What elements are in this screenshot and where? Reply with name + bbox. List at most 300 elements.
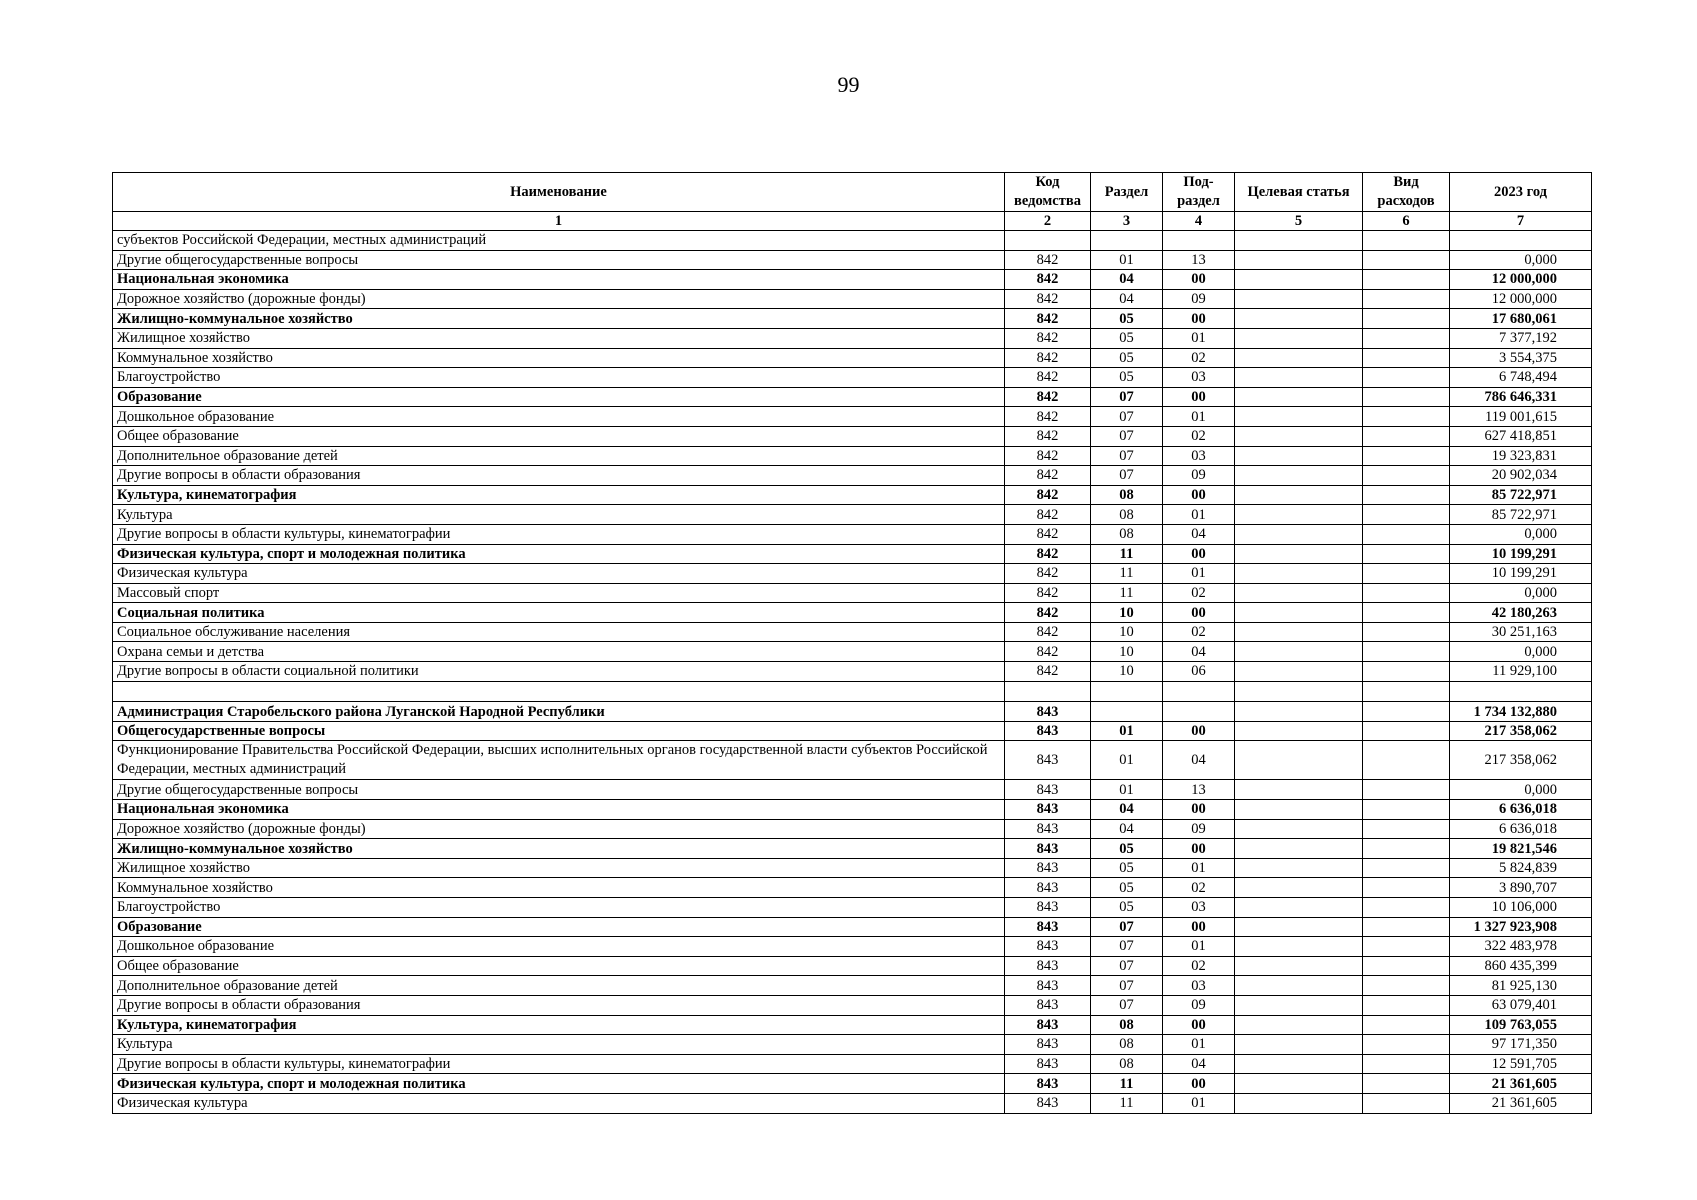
table-row [113,800,1592,820]
row-dept-code: 842 [1005,348,1091,368]
row-target-item [1235,309,1363,329]
row-name: Жилищное хозяйство [113,328,1005,348]
row-target-item [1235,839,1363,859]
row-name: Дошкольное образование [113,407,1005,427]
table-row [113,544,1592,564]
row-subsection: 00 [1163,270,1235,290]
row-section: 07 [1091,976,1163,996]
row-expense-type [1363,1074,1450,1094]
row-expense-type [1363,387,1450,407]
row-dept-code: 842 [1005,564,1091,584]
table-row [113,662,1592,682]
row-amount: 19 821,546 [1450,839,1592,859]
row-section: 05 [1091,898,1163,918]
row-subsection: 09 [1163,289,1235,309]
row-name: Администрация Старобельского района Луганской Народной Республики [113,702,1005,722]
row-section: 07 [1091,426,1163,446]
row-section: 08 [1091,485,1163,505]
row-name: Другие общегосударственные вопросы [113,780,1005,800]
row-name: Культура, кинематография [113,485,1005,505]
row-name: Благоустройство [113,368,1005,388]
row-section: 07 [1091,995,1163,1015]
row-name: Жилищное хозяйство [113,858,1005,878]
row-expense-type [1363,702,1450,722]
row-subsection: 00 [1163,387,1235,407]
row-name: Коммунальное хозяйство [113,878,1005,898]
table-row [113,407,1592,427]
row-subsection: 04 [1163,1054,1235,1074]
row-dept-code: 843 [1005,839,1091,859]
row-amount: 0,000 [1450,250,1592,270]
row-target-item [1235,721,1363,741]
row-target-item [1235,741,1363,780]
row-amount [1450,231,1592,251]
table-row [113,309,1592,329]
row-expense-type [1363,583,1450,603]
row-expense-type [1363,1093,1450,1113]
row-section: 05 [1091,368,1163,388]
row-dept-code: 842 [1005,662,1091,682]
row-section: 05 [1091,309,1163,329]
row-dept-code: 843 [1005,721,1091,741]
row-amount [1450,681,1592,702]
row-name: Образование [113,387,1005,407]
row-expense-type [1363,721,1450,741]
row-amount: 6 636,018 [1450,819,1592,839]
row-amount: 85 722,971 [1450,485,1592,505]
row-target-item [1235,1035,1363,1055]
row-subsection: 02 [1163,622,1235,642]
row-amount: 0,000 [1450,780,1592,800]
table-row [113,231,1592,251]
table-row [113,485,1592,505]
row-target-item [1235,642,1363,662]
table-row [113,387,1592,407]
table-row [113,289,1592,309]
header-row [113,173,1592,212]
row-dept-code: 842 [1005,544,1091,564]
row-section: 01 [1091,780,1163,800]
row-amount: 12 000,000 [1450,289,1592,309]
header-expense-type: Вид расходов [1363,173,1450,212]
row-dept-code: 842 [1005,426,1091,446]
table-row [113,780,1592,800]
row-subsection: 04 [1163,524,1235,544]
row-section: 11 [1091,583,1163,603]
table-row [113,898,1592,918]
row-target-item [1235,819,1363,839]
table-row [113,622,1592,642]
column-number-row [113,212,1592,231]
row-expense-type [1363,976,1450,996]
row-subsection: 02 [1163,583,1235,603]
row-expense-type [1363,1054,1450,1074]
column-number: 2 [1005,212,1091,231]
row-amount: 109 763,055 [1450,1015,1592,1035]
row-subsection: 02 [1163,956,1235,976]
row-amount: 5 824,839 [1450,858,1592,878]
row-expense-type [1363,956,1450,976]
row-name: Национальная экономика [113,270,1005,290]
column-number: 4 [1163,212,1235,231]
row-amount: 17 680,061 [1450,309,1592,329]
row-amount: 97 171,350 [1450,1035,1592,1055]
table-body [113,231,1592,1114]
row-section: 07 [1091,956,1163,976]
row-expense-type [1363,289,1450,309]
row-dept-code: 842 [1005,466,1091,486]
table-row [113,328,1592,348]
table-row [113,270,1592,290]
table-row [113,937,1592,957]
table-row [113,819,1592,839]
row-amount: 21 361,605 [1450,1074,1592,1094]
row-expense-type [1363,564,1450,584]
row-dept-code: 842 [1005,642,1091,662]
row-amount: 30 251,163 [1450,622,1592,642]
row-expense-type [1363,446,1450,466]
row-target-item [1235,524,1363,544]
row-subsection: 01 [1163,407,1235,427]
row-name: Социальное обслуживание населения [113,622,1005,642]
row-target-item [1235,348,1363,368]
row-section: 08 [1091,524,1163,544]
table-row [113,348,1592,368]
row-name: Функционирование Правительства Российской Федерации, высших исполнительных органов государственной власти субъектов Российской Федерации, местных администраций [113,741,1005,780]
budget-table [112,172,1592,1114]
row-section: 04 [1091,270,1163,290]
row-name: Физическая культура, спорт и молодежная политика [113,544,1005,564]
row-expense-type [1363,544,1450,564]
row-subsection: 06 [1163,662,1235,682]
row-name: Дошкольное образование [113,937,1005,957]
row-target-item [1235,485,1363,505]
table-row [113,741,1592,780]
row-expense-type [1363,839,1450,859]
row-amount: 0,000 [1450,524,1592,544]
column-number: 1 [113,212,1005,231]
table-row [113,603,1592,623]
row-target-item [1235,1093,1363,1113]
row-amount: 7 377,192 [1450,328,1592,348]
row-amount: 10 199,291 [1450,544,1592,564]
row-target-item [1235,583,1363,603]
row-dept-code: 843 [1005,1074,1091,1094]
row-target-item [1235,466,1363,486]
row-section: 11 [1091,1093,1163,1113]
row-subsection: 00 [1163,485,1235,505]
row-subsection: 03 [1163,976,1235,996]
row-target-item [1235,426,1363,446]
row-dept-code: 842 [1005,485,1091,505]
row-expense-type [1363,1035,1450,1055]
row-dept-code: 842 [1005,583,1091,603]
row-target-item [1235,681,1363,702]
table-row [113,426,1592,446]
row-name: Коммунальное хозяйство [113,348,1005,368]
row-subsection: 04 [1163,642,1235,662]
row-dept-code: 842 [1005,622,1091,642]
row-section: 05 [1091,328,1163,348]
row-subsection: 01 [1163,1035,1235,1055]
row-name: Национальная экономика [113,800,1005,820]
row-amount: 12 000,000 [1450,270,1592,290]
row-target-item [1235,407,1363,427]
column-number: 5 [1235,212,1363,231]
row-section: 01 [1091,250,1163,270]
table-row [113,583,1592,603]
row-dept-code: 842 [1005,250,1091,270]
row-dept-code: 843 [1005,937,1091,957]
row-target-item [1235,956,1363,976]
row-subsection: 01 [1163,1093,1235,1113]
row-amount: 6 636,018 [1450,800,1592,820]
row-subsection [1163,702,1235,722]
row-section: 08 [1091,505,1163,525]
row-amount: 119 001,615 [1450,407,1592,427]
row-name: Дополнительное образование детей [113,976,1005,996]
row-amount: 19 323,831 [1450,446,1592,466]
row-expense-type [1363,368,1450,388]
row-dept-code: 843 [1005,1015,1091,1035]
row-dept-code: 842 [1005,524,1091,544]
page-number: 99 [837,72,860,97]
row-target-item [1235,937,1363,957]
row-expense-type [1363,505,1450,525]
row-amount: 322 483,978 [1450,937,1592,957]
row-expense-type [1363,878,1450,898]
row-amount: 21 361,605 [1450,1093,1592,1113]
header-dept-code: Код ведомства [1005,173,1091,212]
row-target-item [1235,544,1363,564]
row-section: 07 [1091,407,1163,427]
table-row [113,839,1592,859]
row-dept-code: 842 [1005,505,1091,525]
row-amount: 217 358,062 [1450,721,1592,741]
row-section: 07 [1091,466,1163,486]
table-row [113,721,1592,741]
row-dept-code [1005,231,1091,251]
row-amount: 3 890,707 [1450,878,1592,898]
row-target-item [1235,1015,1363,1035]
row-name: Дополнительное образование детей [113,446,1005,466]
row-dept-code: 842 [1005,309,1091,329]
row-expense-type [1363,800,1450,820]
row-section: 10 [1091,603,1163,623]
row-name: субъектов Российской Федерации, местных администраций [113,231,1005,251]
row-name: Дорожное хозяйство (дорожные фонды) [113,819,1005,839]
row-amount: 81 925,130 [1450,976,1592,996]
row-amount: 786 646,331 [1450,387,1592,407]
row-amount: 0,000 [1450,583,1592,603]
row-subsection: 09 [1163,819,1235,839]
row-dept-code: 843 [1005,917,1091,937]
row-target-item [1235,270,1363,290]
table-row [113,878,1592,898]
row-dept-code: 843 [1005,1093,1091,1113]
row-target-item [1235,800,1363,820]
table-row [113,1093,1592,1113]
row-amount: 217 358,062 [1450,741,1592,780]
row-expense-type [1363,995,1450,1015]
row-target-item [1235,858,1363,878]
row-expense-type [1363,466,1450,486]
row-name: Благоустройство [113,898,1005,918]
row-amount: 860 435,399 [1450,956,1592,976]
row-section: 07 [1091,937,1163,957]
row-amount: 627 418,851 [1450,426,1592,446]
row-subsection: 00 [1163,800,1235,820]
row-expense-type [1363,858,1450,878]
row-expense-type [1363,917,1450,937]
row-amount: 42 180,263 [1450,603,1592,623]
row-name: Другие вопросы в области культуры, кинематографии [113,1054,1005,1074]
table-row [113,702,1592,722]
row-name: Физическая культура [113,564,1005,584]
row-section: 11 [1091,564,1163,584]
row-name: Культура [113,1035,1005,1055]
row-amount: 0,000 [1450,642,1592,662]
table-row [113,1074,1592,1094]
row-dept-code [1005,681,1091,702]
row-dept-code: 842 [1005,407,1091,427]
column-number: 7 [1450,212,1592,231]
row-dept-code: 843 [1005,956,1091,976]
row-section: 07 [1091,387,1163,407]
row-target-item [1235,662,1363,682]
row-amount: 10 106,000 [1450,898,1592,918]
row-section: 08 [1091,1015,1163,1035]
header-target-item: Целевая статья [1235,173,1363,212]
row-target-item [1235,878,1363,898]
row-name: Другие вопросы в области культуры, кинематографии [113,524,1005,544]
table-row [113,524,1592,544]
row-section [1091,231,1163,251]
row-amount: 1 327 923,908 [1450,917,1592,937]
header-year: 2023 год [1450,173,1592,212]
header-name: Наименование [113,173,1005,212]
table-header [113,173,1592,231]
row-dept-code: 843 [1005,995,1091,1015]
row-name: Физическая культура [113,1093,1005,1113]
row-target-item [1235,446,1363,466]
row-amount: 12 591,705 [1450,1054,1592,1074]
row-expense-type [1363,681,1450,702]
row-section: 05 [1091,878,1163,898]
row-section: 04 [1091,289,1163,309]
row-name [113,681,1005,702]
row-target-item [1235,564,1363,584]
row-section: 11 [1091,544,1163,564]
row-dept-code: 843 [1005,1054,1091,1074]
row-expense-type [1363,407,1450,427]
row-amount: 10 199,291 [1450,564,1592,584]
row-subsection: 00 [1163,309,1235,329]
row-dept-code: 843 [1005,741,1091,780]
row-section: 10 [1091,622,1163,642]
row-amount: 1 734 132,880 [1450,702,1592,722]
row-subsection: 02 [1163,878,1235,898]
row-dept-code: 842 [1005,289,1091,309]
row-subsection: 00 [1163,1015,1235,1035]
row-target-item [1235,387,1363,407]
row-target-item [1235,995,1363,1015]
row-target-item [1235,368,1363,388]
row-name: Физическая культура, спорт и молодежная политика [113,1074,1005,1094]
row-section: 07 [1091,917,1163,937]
row-expense-type [1363,780,1450,800]
row-subsection: 01 [1163,858,1235,878]
column-number: 3 [1091,212,1163,231]
row-name: Общее образование [113,956,1005,976]
row-subsection: 01 [1163,328,1235,348]
row-subsection: 00 [1163,544,1235,564]
row-section: 10 [1091,662,1163,682]
column-number: 6 [1363,212,1450,231]
row-target-item [1235,505,1363,525]
row-expense-type [1363,328,1450,348]
table-row [113,1015,1592,1035]
row-target-item [1235,1054,1363,1074]
row-name: Культура [113,505,1005,525]
row-expense-type [1363,622,1450,642]
header-section: Раздел [1091,173,1163,212]
row-name: Общее образование [113,426,1005,446]
row-amount: 11 929,100 [1450,662,1592,682]
row-amount: 63 079,401 [1450,995,1592,1015]
row-target-item [1235,622,1363,642]
row-name: Охрана семьи и детства [113,642,1005,662]
row-subsection: 00 [1163,1074,1235,1094]
row-subsection: 01 [1163,937,1235,957]
table-row [113,956,1592,976]
row-target-item [1235,250,1363,270]
row-expense-type [1363,603,1450,623]
row-dept-code: 843 [1005,780,1091,800]
row-expense-type [1363,426,1450,446]
row-dept-code: 843 [1005,976,1091,996]
row-dept-code: 843 [1005,898,1091,918]
row-subsection: 01 [1163,564,1235,584]
row-target-item [1235,976,1363,996]
row-name: Жилищно-коммунальное хозяйство [113,839,1005,859]
table-row [113,466,1592,486]
row-subsection: 03 [1163,898,1235,918]
row-target-item [1235,603,1363,623]
row-name: Социальная политика [113,603,1005,623]
table-row [113,917,1592,937]
table-row [113,642,1592,662]
row-dept-code: 843 [1005,819,1091,839]
row-section: 10 [1091,642,1163,662]
row-subsection: 00 [1163,603,1235,623]
row-subsection [1163,231,1235,251]
row-name: Дорожное хозяйство (дорожные фонды) [113,289,1005,309]
row-amount: 20 902,034 [1450,466,1592,486]
row-amount: 85 722,971 [1450,505,1592,525]
row-dept-code: 842 [1005,387,1091,407]
row-section: 05 [1091,839,1163,859]
table-row [113,250,1592,270]
row-expense-type [1363,937,1450,957]
row-subsection: 09 [1163,995,1235,1015]
row-dept-code: 843 [1005,800,1091,820]
row-target-item [1235,898,1363,918]
row-section [1091,681,1163,702]
row-subsection: 02 [1163,348,1235,368]
row-amount: 3 554,375 [1450,348,1592,368]
row-target-item [1235,702,1363,722]
